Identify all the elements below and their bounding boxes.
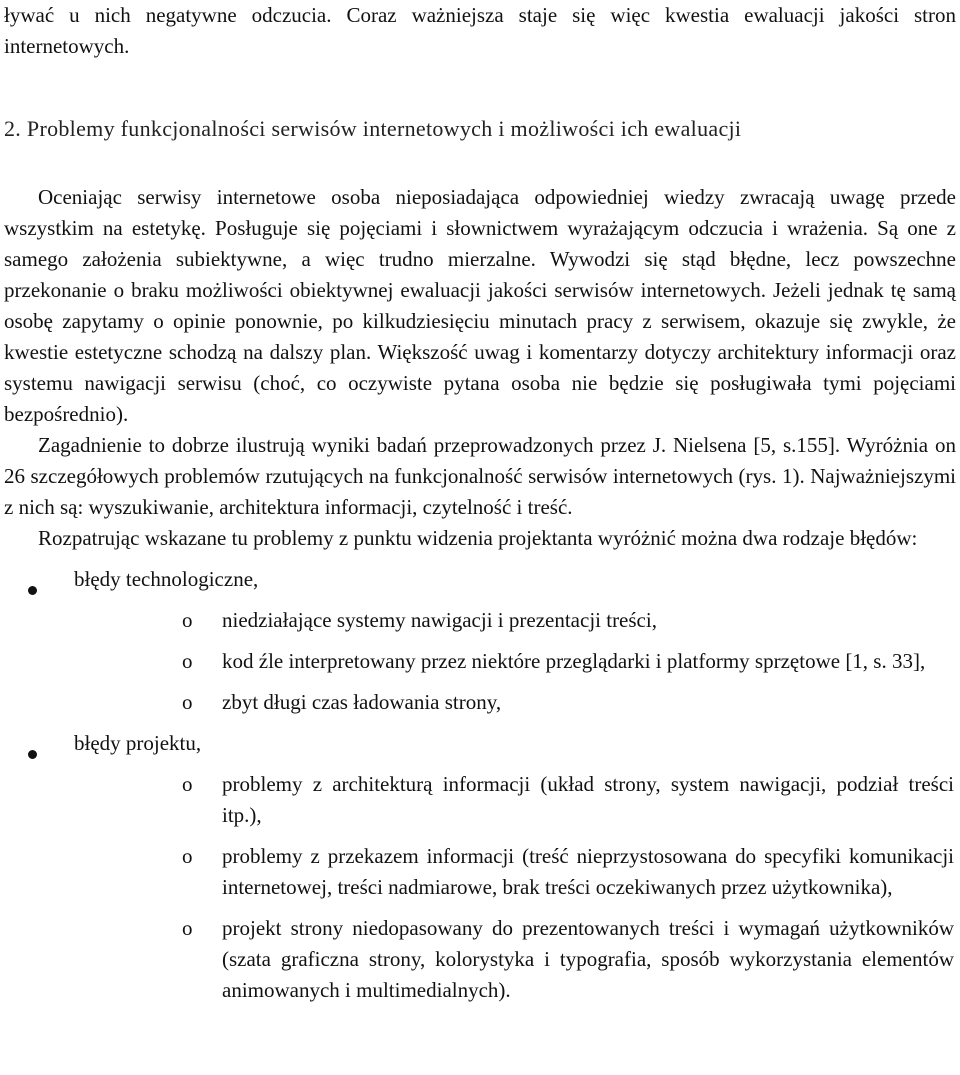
body-paragraph: Oceniając serwisy internetowe osoba nieposiadająca odpowiedniej wiedzy zwracają uwagę przede wszystkim na estetykę. Posługuje się pojęciami i słownictwem wyrażającym odczucia i wrażenia. Są one z samego założenia subiektywne, a więc trudno mierzalne. Wywodzi się stąd błędne, lecz powszechne przekonanie o braku możliwości obiektywnej ewaluacji jakości serwisów internetowych. Jeżeli jednak tę samą osobę zapytamy o opinie ponownie, po kilkudziesięciu minutach pracy z serwisem, okazuje się zwykle, że kwestie estetyczne schodzą na dalszy plan. Większość uwag i komentarzy dotyczy architektury informacji oraz systemu nawigacji serwisu (choć, co oczywiste pytana osoba nie będzie się posługiwała tymi pojęciami bezpośrednio). [4,185,956,426]
sub-list-item [74,769,960,831]
sub-list-item [74,913,960,1006]
section-number: 2. [4,116,22,141]
intro-paragraph: ływać u nich negatywne odczucia. Coraz ważniejsza staje się więc kwestia ewaluacji jakości stron internetowych. [4,3,956,58]
sub-list-item-text: problemy z przekazem informacji (treść nieprzystosowana do specyfiki komunikacji internetowej, treści nadmiarowe, brak treści oczekiwanych przez użytkownika), [222,844,954,899]
section-heading [0,113,960,144]
body-paragraph: Zagadnienie to dobrze ilustrują wyniki badań przeprowadzonych przez J. Nielsena [5, s.155]. Wyróżnia on 26 szczegółowych problemów rzutujących na funkcjonalność serwisów internetowych (rys. 1). Najważniejszymi z nich są: wyszukiwanie, architektura informacji, czytelność i treść. [4,433,956,519]
sub-list-item-text: problemy z architekturą informacji (układ strony, system nawigacji, podział treści itp.), [222,772,954,827]
sub-list-item [74,605,960,636]
circle-bullet-icon: o [182,608,193,632]
circle-bullet-icon: o [182,690,193,714]
body-paragraph: Rozpatrując wskazane tu problemy z punktu widzenia projektanta wyróżnić można dwa rodzaje błędów: [38,526,918,550]
circle-bullet-icon: o [182,649,193,673]
circle-bullet-icon: o [182,916,193,940]
circle-bullet-icon: o [182,844,193,868]
bullet-icon [28,586,37,595]
list-item-label: błędy projektu, [74,731,202,755]
sub-list-item-text: kod źle interpretowany przez niektóre przeglądarki i platformy sprzętowe [1, s. 33], [222,649,926,673]
circle-bullet-icon: o [182,772,193,796]
sub-list-item-text: niedziałające systemy nawigacji i prezentacji treści, [222,608,657,632]
sub-list-item [74,646,960,677]
sub-list-item [74,841,960,903]
sub-list-item [74,687,960,718]
sub-list-item-text: zbyt długi czas ładowania strony, [222,690,502,714]
section-title: Problemy funkcjonalności serwisów internetowych i możliwości ich ewaluacji [26,116,742,141]
bullet-icon [28,750,37,759]
sub-list-item-text: projekt strony niedopasowany do prezentowanych treści i wymagań użytkowników (szata graficzna strony, kolorystyka i typografia, sposób wykorzystania elementów animowanych i multimedialnych). [222,916,954,1002]
list-item [0,564,960,718]
list-item-label: błędy technologiczne, [74,567,259,591]
error-types-list [0,564,960,1006]
list-item [0,728,960,1006]
